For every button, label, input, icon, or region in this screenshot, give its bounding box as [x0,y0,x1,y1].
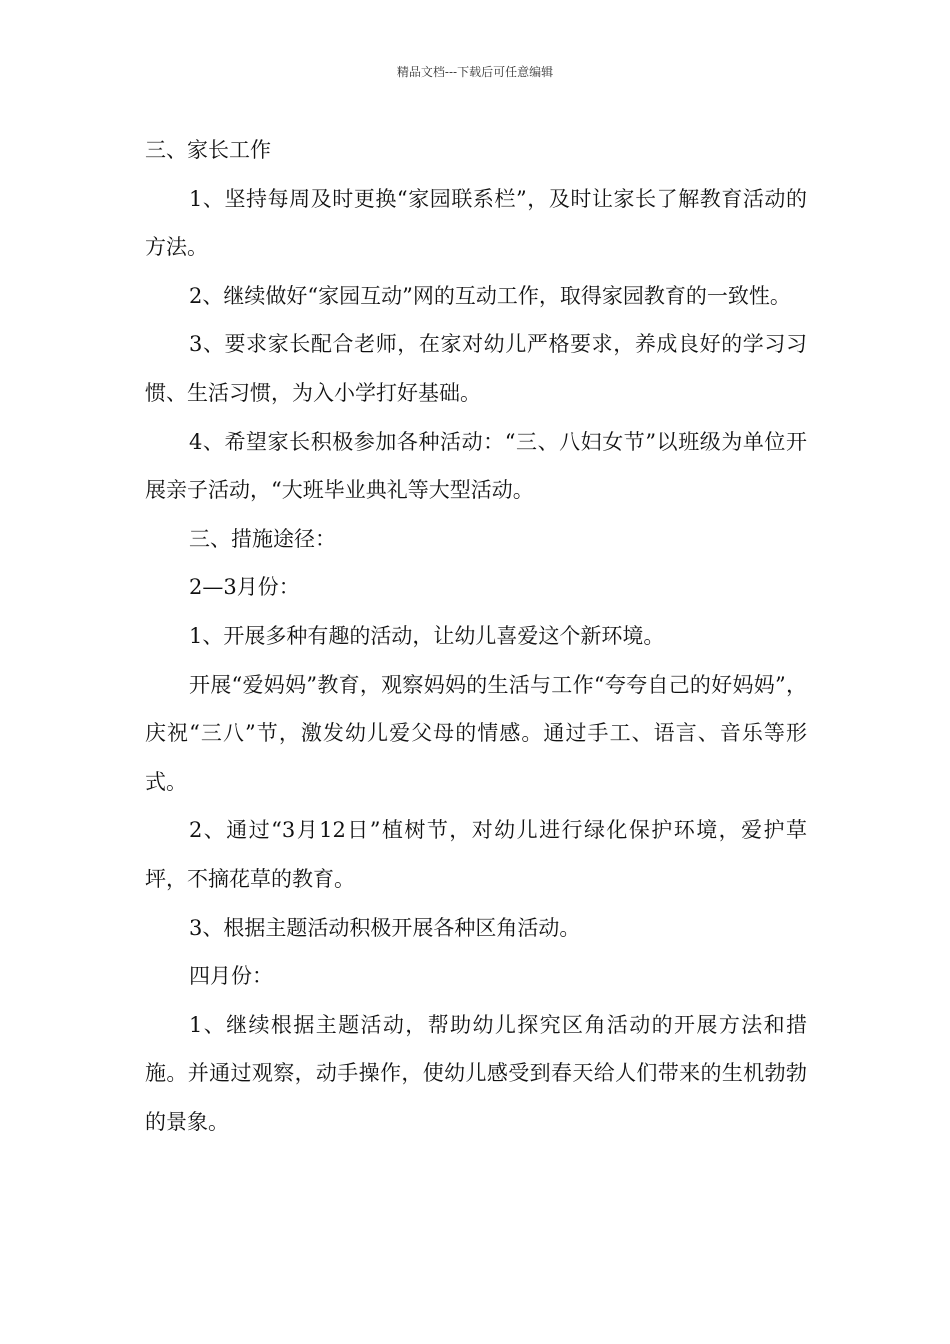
paragraph: 开展“爱妈妈”教育，观察妈妈的生活与工作“夸夸自己的好妈妈”，庆祝“三八”节，激发幼儿爱父母的情感。通过手工、语言、音乐等形式。 [145,672,807,794]
paragraph: 1、继续根据主题活动，帮助幼儿探究区角活动的开展方法和措施。并通过观察，动手操作，使幼儿感受到春天给人们带来的生机勃勃的景象。 [145,1012,807,1134]
paragraph: 3、要求家长配合老师，在家对幼儿严格要求，养成良好的学习习惯、生活习惯，为入小学打好基础。 [145,332,807,405]
paragraph: 3、根据主题活动积极开展各种区角活动。 [189,915,581,940]
paragraph: 1、开展多种有趣的活动，让幼儿喜爱这个新环境。 [189,623,665,648]
paragraph: 2、继续做好“家园互动”网的互动工作，取得家园教育的一致性。 [189,283,791,308]
month-heading-april: 四月份： [189,964,273,989]
month-heading-feb-mar: 2—3月份： [189,575,300,600]
section-heading-measures: 三、措施途径： [189,526,336,551]
document-body [145,126,807,1146]
paragraph: 4、希望家长积极参加各种活动：“三、八妇女节”以班级为单位开展亲子活动，“大班毕业典礼等大型活动。 [145,429,807,503]
page-header: 精品文档---下载后可任意编辑 [396,65,554,79]
paragraph: 1、坚持每周及时更换“家园联系栏”，及时让家长了解教育活动的方法。 [145,186,807,260]
section-heading-parent-work: 三、家长工作 [145,138,271,162]
paragraph: 2、通过“3月12日”植树节，对幼儿进行绿化保护环境，爱护草坪，不摘花草的教育。 [145,818,807,891]
